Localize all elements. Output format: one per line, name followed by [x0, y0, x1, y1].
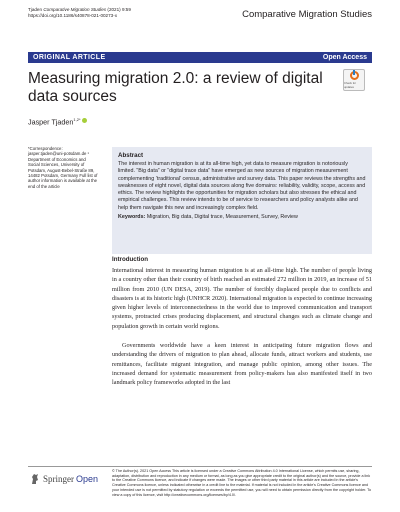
citation-author: Tjaden	[28, 7, 44, 12]
springer-horse-icon	[30, 473, 40, 485]
crossmark-icon[interactable]	[343, 69, 365, 91]
body-paragraph: Governments worldwide have a keen interest in anticipating future migration flows and understanding the drivers of migration to plan ahead, allocate funds, attract workers and students, use remittances, facilitate migrant integration, and manage public opinion, among other issues. The increased demand for systematic measurement from policy-makers has also manifested itself in two landmark policy frameworks adopted in the last	[112, 342, 372, 387]
license-text: © The Author(s). 2021 Open Access This article is licensed under a Creative Commons Attribution 4.0 International License, which permits use, sharing, adaptation, distribution and reproduction in any medium or format, as long as you give appropriate credit to the original author(s) and the source, provide a link to the Creative Commons licence, and indicate if changes were made. The images or other third party material in this article are included in the article's Creative Commons licence, unless indicated otherwise in a credit line to the material. If material is not included in the article's Creative Commons licence and your intended use is not permitted by statutory regulation or exceeds the permitted use, you will need to obtain permission directly from the copyright holder. To view a copy of this licence, visit http://creativecommons.org/licenses/by/4.0/.	[112, 469, 372, 497]
citation-doi[interactable]: https://doi.org/10.1186/s40878-021-00273-x	[28, 12, 118, 18]
abstract-heading: Abstract	[118, 152, 144, 159]
body-paragraph: International interest in measuring human migration is at an all-time high. The number of people living in a country other than their country of birth reached an estimated 272 million in 2019, an increase of 51 million from 2010 (UN DESA, 2019). The number of forcibly displaced people due to conflicts and disasters is at its historic high (UNHCR 2020). International migration is expected to continue increasing given higher levels of interconnectedness in the world due to improved communication and transport systems, protracted crises producing displacement, and structural changes such as climate change and population growth in certain world regions.	[112, 267, 372, 330]
article-type-label: ORIGINAL ARTICLE	[33, 54, 106, 61]
keywords-label: Keywords:	[118, 213, 146, 220]
springer-brand: Springer	[43, 474, 74, 484]
article-type-banner	[28, 52, 372, 63]
citation-header	[28, 7, 131, 19]
abstract-text: The interest in human migration is at its all-time high, yet data to measure migration is notoriously limited. “Big data” or “digital trace data” have emerged as new sources of migration measurement complementing ‘traditional’ census, administrative and survey data. This paper reviews the strengths and weaknesses of eight novel, digital data sources along five domains: reliability, validity, scope, access and ethics. The review highlights the opportunities for migration scholars but also stresses the ethical and empirical challenges. This review intends to be of service to researchers and policy analysts alike and help them navigate this new and increasingly complex field.	[118, 161, 366, 211]
orcid-icon[interactable]	[82, 118, 87, 123]
abstract-box	[112, 147, 372, 254]
citation-year: (2021) 9:59	[106, 7, 131, 12]
keywords-list: Migration, Big data, Digital trace, Measurement, Survey, Review	[145, 213, 298, 220]
open-access-label: Open Access	[322, 54, 367, 61]
section-heading-introduction: Introduction	[112, 256, 149, 263]
author-affiliation-marks: 1,2*	[73, 117, 81, 122]
springer-open-brand: Open	[76, 474, 99, 484]
correspondence-notes: *Correspondence: jasper.tjaden@uni-potsdam.de ¹ Department of Economics and Social Sciences, University of Potsdam, August-Bebel-Straße 89, 14482 Potsdam, Germany Full list of author information is available at the end of the article	[28, 146, 98, 189]
author-name: Jasper Tjaden	[28, 117, 74, 127]
citation-journal: Comparative Migration Studies	[43, 7, 107, 12]
footer-divider	[28, 466, 372, 467]
paper-title: Measuring migration 2.0: a review of digital data sources	[28, 70, 323, 105]
springer-open-logo	[30, 473, 98, 485]
author-line	[28, 117, 87, 126]
keywords-line	[118, 214, 366, 221]
journal-name: Comparative Migration Studies	[242, 9, 372, 20]
crossmark-label: Check for updates	[344, 81, 356, 89]
